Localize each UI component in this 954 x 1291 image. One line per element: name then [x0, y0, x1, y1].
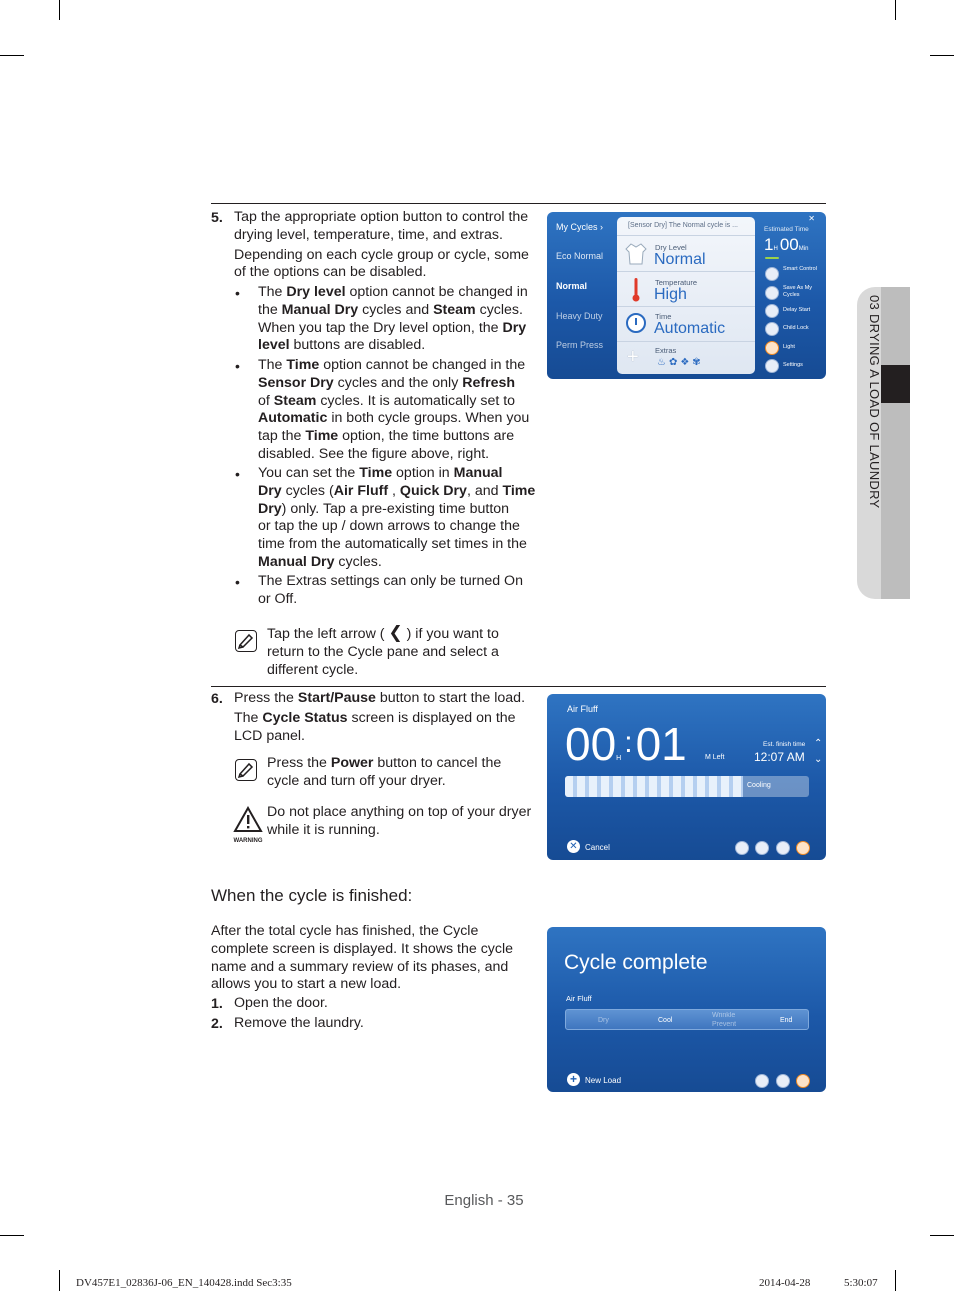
- left-arrow-icon: ❮: [388, 623, 403, 642]
- lock-icon[interactable]: [755, 841, 769, 855]
- thermometer-icon: [632, 277, 640, 303]
- progress-fill: [565, 776, 743, 797]
- bullet-manual-dry: You can set the Time option in Manual Dry cycles (Air Fluff , Quick Dry, and Time Dry) only. Tap a pre-existing time button or tap the up / down arrows to change the time from the automatically set times in the Manual Dry cycles.: [258, 465, 536, 570]
- chevron-up-icon[interactable]: ⌃: [814, 738, 823, 749]
- plus-icon[interactable]: +: [567, 1073, 580, 1086]
- footer-time: 5:30:07: [844, 1277, 878, 1289]
- light-icon[interactable]: [765, 341, 779, 355]
- save-icon[interactable]: [765, 286, 779, 300]
- options-header: [Sensor Dry] The Normal cycle is ...: [628, 222, 738, 229]
- crop-mark: [0, 1235, 24, 1236]
- extras-icon[interactable]: [735, 841, 749, 855]
- step-number: 6.: [211, 691, 223, 707]
- list-item: Open the door.: [234, 995, 328, 1011]
- lcd-status-screen: Air Fluff 00H :01 M Left Est. finish time 12:07 AM ⌃ ⌄ Cooling ✕ Cancel: [547, 694, 826, 860]
- new-load-button[interactable]: New Load: [585, 1076, 622, 1085]
- leaf-icon: [765, 257, 779, 259]
- cycle-name: Air Fluff: [567, 704, 598, 714]
- bullet: •: [235, 285, 240, 301]
- finished-paragraph: After the total cycle has finished, the Cycle complete screen is displayed. It shows the cycle name and a summary review of its phases, and allows you to start a new load.: [211, 923, 514, 993]
- settings-icon[interactable]: [765, 359, 779, 373]
- step6-text: Press the Start/Pause button to start the load. The Cycle Status screen is displayed on the LCD panel.: [234, 690, 526, 744]
- options-panel: [Sensor Dry] The Normal cycle is ... Dry Level Normal Temperature High Time Automatic + Extras ♨✿❖✾: [617, 217, 755, 374]
- page-number: English - 35: [444, 1192, 524, 1209]
- bullet: •: [235, 574, 240, 590]
- sound-icon[interactable]: [776, 841, 790, 855]
- section-heading: When the cycle is finished:: [211, 886, 413, 905]
- light-icon[interactable]: [796, 1074, 810, 1088]
- close-icon[interactable]: ✕: [808, 214, 815, 223]
- bullet: •: [235, 358, 240, 374]
- crop-mark: [895, 0, 896, 20]
- cancel-button[interactable]: Cancel: [585, 843, 610, 852]
- crop-mark: [930, 55, 954, 56]
- footer-date: 2014-04-28: [759, 1277, 811, 1289]
- note-power: Press the Power button to cancel the cycle and turn off your dryer.: [267, 755, 502, 789]
- menu-my-cycles[interactable]: My Cycles ›: [556, 222, 604, 232]
- shirt-icon: [625, 242, 647, 266]
- bullet-extras: The Extras settings can only be turned On or Off.: [258, 573, 523, 607]
- plus-icon: +: [627, 346, 639, 368]
- footer-file: DV457E1_02836J-06_EN_140428.indd Sec3:35: [76, 1277, 292, 1289]
- section-side-label: 03 DRYING A LOAD OF LAUNDRY: [867, 295, 882, 509]
- phase-bar: Dry Cool Wrinkle Prevent End: [565, 1009, 809, 1030]
- cycle-name: Air Fluff: [566, 994, 592, 1003]
- bullet-time: The Time option cannot be changed in the Sensor Dry cycles and the only Refresh of Steam cycles. It is automatically set to Automatic in both cycle groups. When you tap the Time option, the time buttons are disabled. See the figure above, right.: [258, 357, 530, 462]
- child-lock-icon[interactable]: [765, 322, 779, 336]
- lcd-options-screen: My Cycles › Eco Normal Normal Heavy Duty Perm Press [Sensor Dry] The Normal cycle is ... Dry Level Normal Temperature High Time Automatic + Extras ♨✿❖✾ ✕ Estimated Time 1H 00Min Smart Control Save As My Cycles Delay Start Child Lock Light Settings: [547, 212, 826, 379]
- chevron-down-icon[interactable]: ⌄: [814, 754, 823, 765]
- time-value[interactable]: Automatic: [654, 320, 726, 337]
- note-left-arrow: Tap the left arrow ( ❮ ) if you want to return to the Cycle pane and select a different cycle.: [267, 623, 499, 678]
- extras-icons[interactable]: ♨✿❖✾: [657, 357, 704, 368]
- clock-icon: [626, 313, 646, 333]
- menu-item[interactable]: Eco Normal: [556, 251, 604, 261]
- progress-bar: Cooling: [565, 776, 809, 797]
- note-icon: [235, 630, 257, 652]
- step-number: 5.: [211, 210, 223, 226]
- time-remaining: 00H :01: [565, 718, 687, 770]
- cancel-icon[interactable]: ✕: [567, 840, 580, 853]
- crop-mark: [59, 0, 60, 20]
- crop-mark: [930, 1235, 954, 1236]
- sound-icon[interactable]: [776, 1074, 790, 1088]
- light-icon[interactable]: [796, 841, 810, 855]
- menu-item-selected[interactable]: Normal: [556, 281, 588, 291]
- step-number: 1.: [211, 996, 223, 1012]
- top-rule: [211, 203, 826, 204]
- lcd-complete-screen: [547, 927, 826, 1092]
- estimated-time: 1H 00Min: [764, 235, 809, 254]
- dry-level-value[interactable]: Normal: [654, 251, 706, 268]
- temperature-value[interactable]: High: [654, 286, 687, 303]
- crop-mark: [0, 55, 24, 56]
- menu-item[interactable]: Heavy Duty: [556, 311, 603, 321]
- finish-time: 12:07 AM: [754, 750, 805, 764]
- step-number: 2.: [211, 1016, 223, 1032]
- step6-rule: [211, 686, 826, 687]
- warning-icon: WARNING: [233, 806, 263, 840]
- bullet-dry-level: The Dry level option cannot be changed in the Manual Dry cycles and Steam cycles. When you tap the Dry level option, the Dry level buttons are disabled.: [258, 284, 528, 354]
- crop-mark: [59, 1270, 60, 1291]
- bullet: •: [235, 466, 240, 482]
- warning-text: Do not place anything on top of your dryer while it is running.: [267, 804, 532, 838]
- complete-title: Cycle complete: [564, 951, 708, 974]
- lock-icon[interactable]: [755, 1074, 769, 1088]
- menu-item[interactable]: Perm Press: [556, 340, 604, 350]
- list-item: Remove the laundry.: [234, 1015, 364, 1031]
- chevron-right-icon: ›: [600, 222, 604, 232]
- crop-mark: [895, 1270, 896, 1291]
- delay-start-icon[interactable]: [765, 304, 779, 318]
- step5-text: Tap the appropriate option button to control the drying level, temperature, time, and extras. Depending on each cycle group or cycle, some of the options can be disabled.: [234, 209, 529, 281]
- smart-control-icon[interactable]: [765, 267, 779, 281]
- note-icon: [235, 759, 257, 781]
